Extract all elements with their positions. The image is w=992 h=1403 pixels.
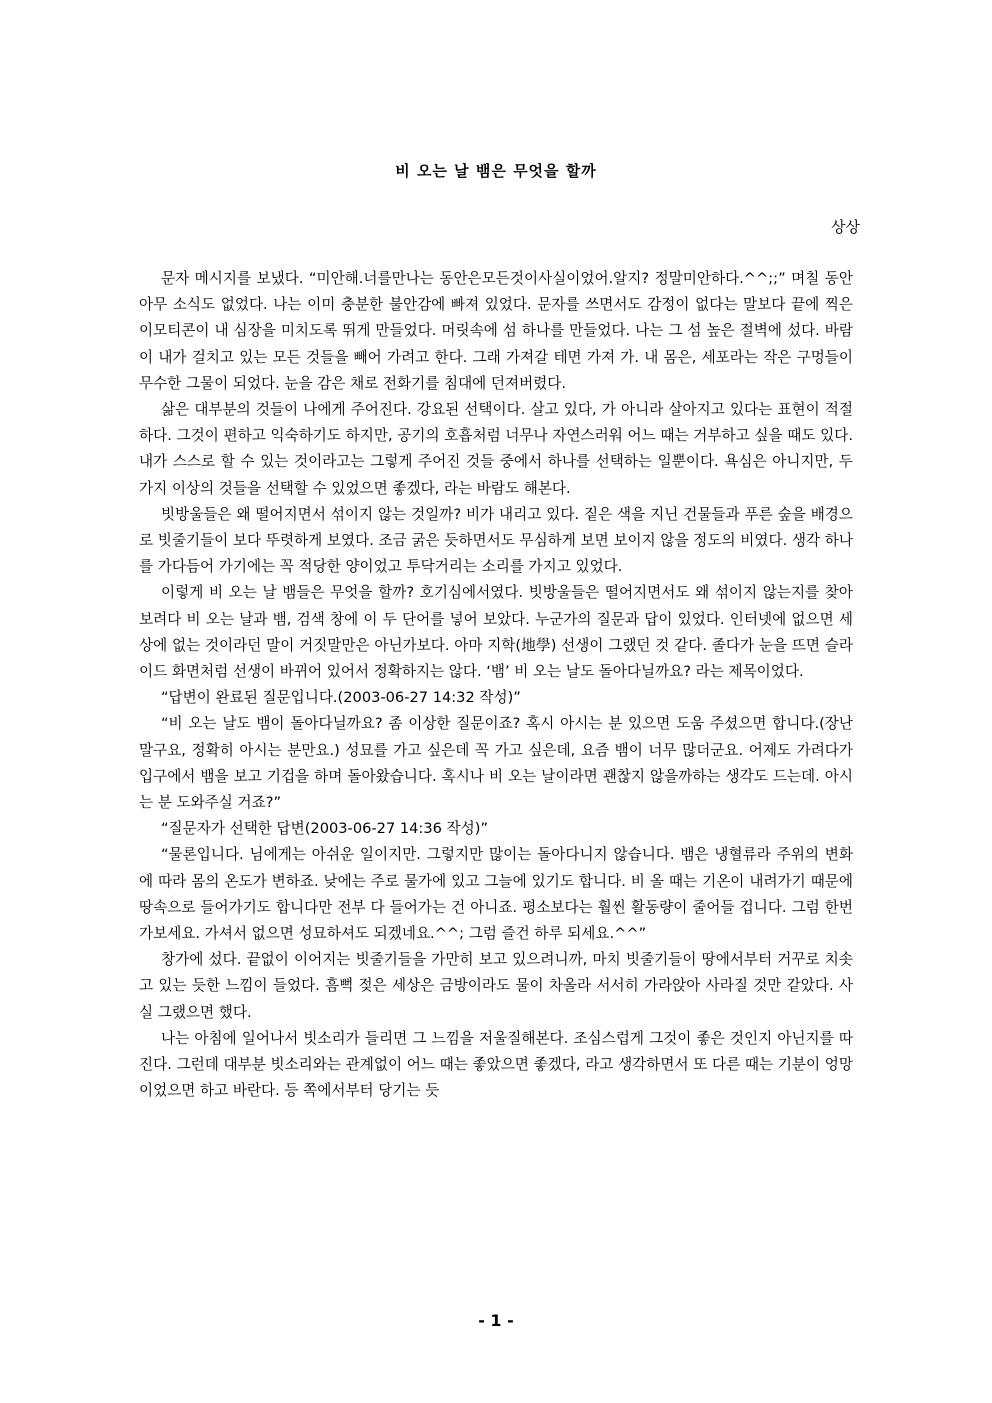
paragraph: 삶은 대부분의 것들이 나에게 주어진다. 강요된 선택이다. 살고 있다, 가 아니라 살아지고 있다는 표현이 적절하다. 그것이 편하고 익숙하기도 하지만, 공기의 호흡처럼 너무나 자연스러워 어느 때는 거부하고 싶을 때도 있다. 내가 스스로 할 수 있는 것이라고는 그렇게 주어진 것들 중에서 하나를 선택하는 일뿐이다. 욕심은 아니지만, 두 가지 이상의 것들을 선택할 수 있었으면 좋겠다, 라는 바람도 해본다. xyxy=(139,401,853,497)
paragraph: “물론입니다. 님에게는 아쉬운 일이지만. 그렇지만 많이는 돌아다니지 않습니다. 뱀은 냉혈류라 주위의 변화에 따라 몸의 온도가 변하죠. 낮에는 주로 물가에 있고 그늘에 있기도 합니다. 비 올 때는 기온이 내려가기 때문에 땅속으로 들어가기도 합니다만 전부 다 들어가는 건 아니죠. 평소보다는 훨씬 활동량이 줄어들 겁니다. 그럼 한번 가보세요. 가셔서 없으면 성묘하셔도 되겠네요.^^; 그럼 즐건 하루 되세요.^^” xyxy=(139,846,853,943)
body-text xyxy=(139,266,853,1105)
paragraph: 창가에 섰다. 끝없이 이어지는 빗줄기들을 가만히 보고 있으려니까, 마치 빗줄기들이 땅에서부터 거꾸로 치솟고 있는 듯한 느낌이 들었다. 흠뻑 젖은 세상은 금방이라도 물이 차올라 서서히 가라앉아 사라질 것만 같았다. 사실 그랬으면 했다. xyxy=(139,951,853,1021)
paragraph: 이렇게 비 오는 날 뱀들은 무엇을 할까? 호기심에서였다. 빗방울들은 떨어지면서도 왜 섞이지 않는지를 찾아보려다 비 오는 날과 뱀, 검색 창에 이 두 단어를 넣어 보았다. 누군가의 질문과 답이 있었다. 인터넷에 없으면 세상에 없는 것이라던 말이 거짓말만은 아닌가보다. 아마 지학(地學) 선생이 그랬던 것 같다. 졸다가 눈을 뜨면 슬라이드 화면처럼 선생이 바뀌어 있어서 정확하지는 않다. ‘뱀’ 비 오는 날도 돌아다닐까요? 라는 제목이었다. xyxy=(139,584,853,681)
paragraph: “질문자가 선택한 답변(2003-06-27 14:36 작성)” xyxy=(161,820,489,838)
page-number: - 1 - xyxy=(478,1311,514,1330)
paragraph: 문자 메시지를 보냈다. “미안해.너를만나는 동안은모든것이사실이었어.알지? 정말미안하다.^^;;” 며칠 동안 아무 소식도 없었다. 나는 이미 충분한 불안감에 빠져 있었다. 문자를 쓰면서도 감정이 없다는 말보다 끝에 찍은 이모티콘이 내 심장을 미치도록 뛰게 만들었다. 머릿속에 섬 하나를 만들었다. 나는 그 섬 높은 절벽에 섰다. 바람이 내가 걸치고 있는 모든 것들을 빼어 가려고 한다. 그래 가져갈 테면 가져 가. 내 몸은, 세포라는 작은 구멍들이 무수한 그물이 되었다. 눈을 감은 채로 전화기를 침대에 던져버렸다. xyxy=(139,270,853,392)
paragraph: “답변이 완료된 질문입니다.(2003-06-27 14:32 작성)” xyxy=(161,689,521,707)
paragraph: 빗방울들은 왜 떨어지면서 섞이지 않는 것일까? 비가 내리고 있다. 짙은 색을 지닌 건물들과 푸른 숲을 배경으로 빗줄기들이 보다 뚜렷하게 보였다. 조금 굵은 듯하면서도 무심하게 보면 보이지 않을 정도의 비였다. 생각 하나를 가다듬어 가기에는 꼭 적당한 양이었고 투닥거리는 소리를 가지고 있었다. xyxy=(139,505,853,576)
paragraph: “비 오는 날도 뱀이 돌아다닐까요? 좀 이상한 질문이죠? 혹시 아시는 분 있으면 도움 주셨으면 합니다.(장난 말구요, 정확히 아시는 분만요.) 성묘를 가고 싶은데 꼭 가고 싶은데, 요즘 뱀이 너무 많더군요. 어제도 가려다가 입구에서 뱀을 보고 기겁을 하며 돌아왔습니다. 혹시나 비 오는 날이라면 괜찮지 않을까하는 생각도 드는데. 아시는 분 도와주실 거죠?” xyxy=(139,715,853,812)
document-title: 비 오는 날 뱀은 무엇을 할까 xyxy=(395,162,597,180)
author-name: 상상 xyxy=(831,218,860,236)
paragraph: 나는 아침에 일어나서 빗소리가 들리면 그 느낌을 저울질해본다. 조심스럽게 그것이 좋은 것인지 아닌지를 따진다. 그런데 대부분 빗소리와는 관계없이 어느 때는 좋았으면 좋겠다, 라고 생각하면서 또 다른 때는 기분이 엉망이었으면 하고 바란다. 등 쪽에서부터 당기는 듯 xyxy=(139,1029,853,1100)
